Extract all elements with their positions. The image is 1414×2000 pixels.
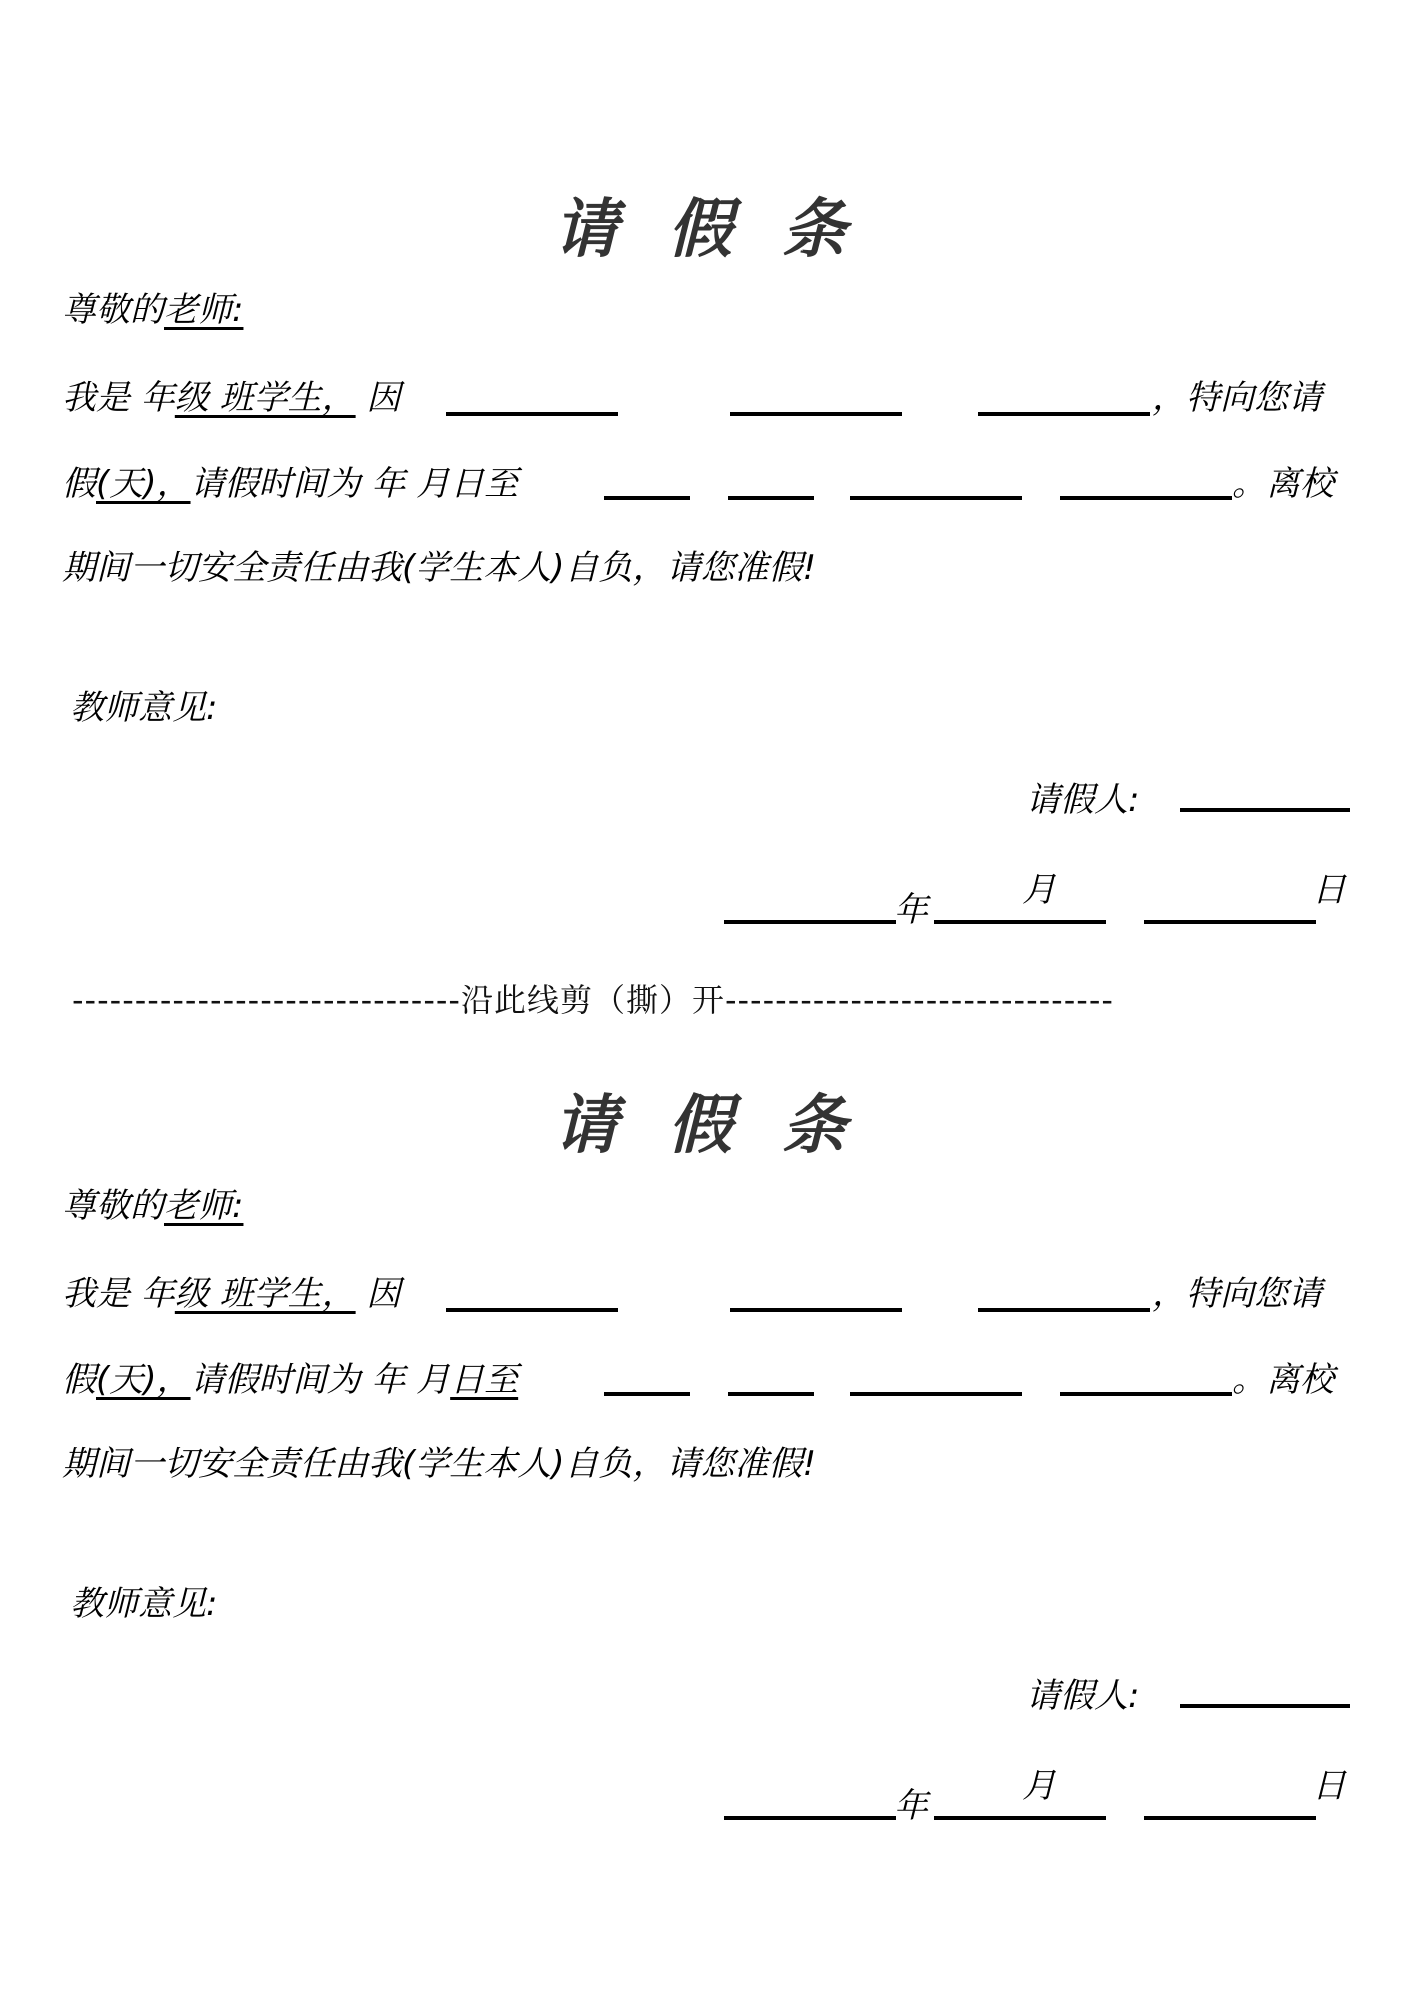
reason-blank-2[interactable] xyxy=(730,412,902,416)
period-blank-2[interactable] xyxy=(728,1392,814,1396)
period-blank-1[interactable] xyxy=(604,1392,690,1396)
applicant-label: 请假人: xyxy=(1026,1676,1140,1716)
period-label: 请假时间为 年 月 xyxy=(190,1360,451,1400)
applicant-signature-field[interactable] xyxy=(1180,1704,1350,1708)
grade-text: 我是 年 xyxy=(62,378,175,418)
year-label: 年 xyxy=(894,1786,928,1826)
request-text: ，特向您请 xyxy=(1152,378,1322,418)
year-field[interactable] xyxy=(724,1816,896,1820)
period-blank-2[interactable] xyxy=(728,496,814,500)
leave-slip-1 xyxy=(0,0,1414,930)
reason-blank-2[interactable] xyxy=(730,1308,902,1312)
period-line xyxy=(62,1352,518,1401)
applicant-label: 请假人: xyxy=(1026,780,1140,820)
period-blank-1[interactable] xyxy=(604,496,690,500)
days-field[interactable]: (天)， xyxy=(96,1360,191,1400)
responsibility-text: 期间一切安全责任由我(学生本人)自负，请您准假! xyxy=(62,548,817,588)
period-label: 请假时间为 年 月 xyxy=(190,464,451,504)
day-label: 日 xyxy=(1312,870,1346,910)
period-blank-3[interactable] xyxy=(850,1392,1022,1396)
reason-blank-1[interactable] xyxy=(446,1308,618,1312)
month-field[interactable] xyxy=(934,1816,1106,1820)
teacher-opinion-label: 教师意见: xyxy=(70,688,218,728)
reason-blank-3[interactable] xyxy=(978,1308,1150,1312)
reason-line xyxy=(62,1266,400,1315)
period-blank-3[interactable] xyxy=(850,496,1022,500)
leave-text: 假 xyxy=(62,1360,96,1400)
reason-line xyxy=(62,370,400,419)
cut-line-divider: -------------------------------沿此线剪（撕）开------------------------------- xyxy=(72,981,1114,1019)
slip-title: 请 假 条 xyxy=(553,1089,861,1163)
salutation-prefix: 尊敬的 xyxy=(62,290,164,330)
reason-label: 因 xyxy=(366,1274,401,1314)
class-student-text[interactable]: 级 班学生， xyxy=(174,378,356,418)
teacher-name-field[interactable]: 老师: xyxy=(164,290,244,330)
responsibility-text: 期间一切安全责任由我(学生本人)自负，请您准假! xyxy=(62,1444,817,1484)
salutation xyxy=(62,282,315,331)
period-blank-4[interactable] xyxy=(1060,1392,1232,1396)
teacher-opinion-label: 教师意见: xyxy=(70,1584,218,1624)
month-label: 月 xyxy=(1022,1766,1056,1806)
salutation-prefix: 尊敬的 xyxy=(62,1186,164,1226)
leave-text: 假 xyxy=(62,464,96,504)
until-text: 日至 xyxy=(450,464,519,504)
applicant-signature-field[interactable] xyxy=(1180,808,1350,812)
salutation xyxy=(62,1178,315,1227)
days-field[interactable]: (天)， xyxy=(96,464,191,504)
leave-school-text: 。离校 xyxy=(1232,1360,1334,1400)
grade-text: 我是 年 xyxy=(62,1274,175,1314)
day-field[interactable] xyxy=(1144,1816,1316,1820)
period-blank-4[interactable] xyxy=(1060,496,1232,500)
period-line xyxy=(62,456,518,505)
reason-blank-1[interactable] xyxy=(446,412,618,416)
leave-school-text: 。离校 xyxy=(1232,464,1334,504)
leave-slip-2 xyxy=(0,896,1414,1826)
until-text: 日至 xyxy=(450,1360,519,1400)
reason-blank-3[interactable] xyxy=(978,412,1150,416)
slip-title: 请 假 条 xyxy=(553,193,861,267)
class-student-text[interactable]: 级 班学生， xyxy=(174,1274,356,1314)
reason-label: 因 xyxy=(366,378,401,418)
teacher-name-field[interactable]: 老师: xyxy=(164,1186,244,1226)
day-label: 日 xyxy=(1312,1766,1346,1806)
year-label: 年 xyxy=(894,890,928,930)
month-label: 月 xyxy=(1022,870,1056,910)
request-text: ，特向您请 xyxy=(1152,1274,1322,1314)
